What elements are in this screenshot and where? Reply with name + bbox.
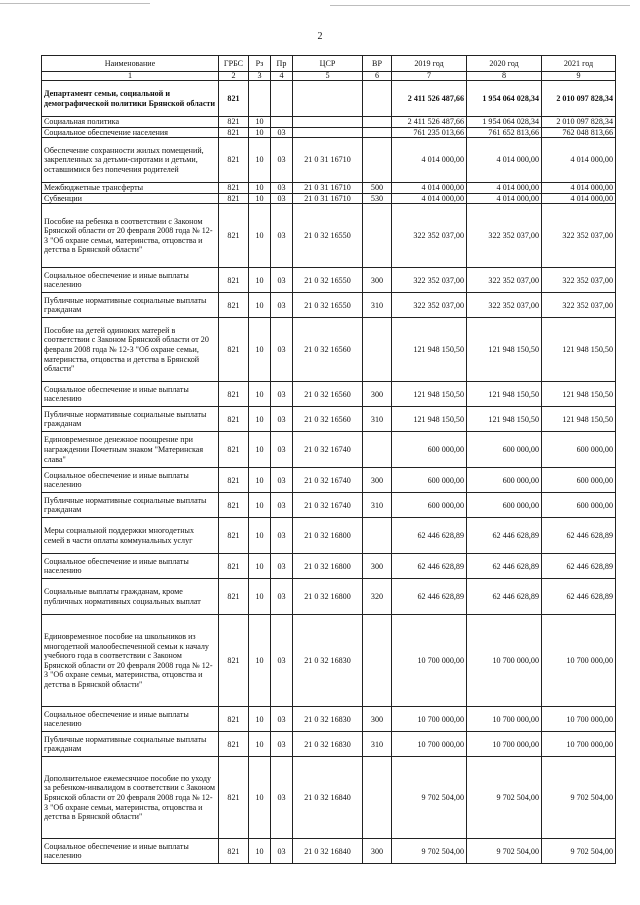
row-grbs: 821 — [219, 193, 249, 204]
row-amount-2019: 10 700 000,00 — [392, 615, 467, 707]
row-pr: 03 — [271, 468, 293, 493]
row-csr: 21 0 32 16550 — [293, 293, 363, 318]
row-grbs: 821 — [219, 468, 249, 493]
row-amount-2021: 600 000,00 — [542, 493, 616, 518]
row-amount-2021: 10 700 000,00 — [542, 615, 616, 707]
row-vr: 300 — [363, 382, 392, 407]
row-rz: 10 — [249, 268, 271, 293]
column-number: 6 — [363, 72, 392, 81]
row-grbs: 821 — [219, 579, 249, 615]
row-vr — [363, 81, 392, 117]
row-vr: 310 — [363, 732, 392, 757]
row-rz: 10 — [249, 382, 271, 407]
row-amount-2021: 9 702 504,00 — [542, 839, 616, 864]
row-vr — [363, 432, 392, 468]
row-grbs: 821 — [219, 382, 249, 407]
row-csr: 21 0 32 16740 — [293, 432, 363, 468]
row-pr: 03 — [271, 127, 293, 138]
row-amount-2021: 2 010 097 828,34 — [542, 81, 616, 117]
row-amount-2021: 4 014 000,00 — [542, 193, 616, 204]
row-amount-2020: 9 702 504,00 — [467, 839, 542, 864]
row-grbs: 821 — [219, 518, 249, 554]
row-vr: 530 — [363, 193, 392, 204]
table-row — [42, 732, 616, 757]
row-grbs: 821 — [219, 432, 249, 468]
row-amount-2021: 9 702 504,00 — [542, 757, 616, 839]
row-amount-2020: 600 000,00 — [467, 493, 542, 518]
row-rz — [249, 81, 271, 117]
row-rz: 10 — [249, 839, 271, 864]
row-pr: 03 — [271, 615, 293, 707]
row-amount-2020: 10 700 000,00 — [467, 732, 542, 757]
row-name: Дополнительное ежемесячное пособие по уходу за ребенком-инвалидом в соответствии с Законом Брянской области от 20 февраля 2008 года № 12-З "Об охране семьи, материнства, отцовства и детства в Брянской области" — [42, 757, 219, 839]
row-name: Пособие на детей одиноких матерей в соответствии с Законом Брянской области от 20 февраля 2008 года № 12-З "Об охране семьи, материнства, отцовства и детства в Брянской области" — [42, 318, 219, 382]
row-vr — [363, 204, 392, 268]
column-number: 9 — [542, 72, 616, 81]
row-rz: 10 — [249, 554, 271, 579]
table-row — [42, 382, 616, 407]
row-pr: 03 — [271, 318, 293, 382]
table-row — [42, 183, 616, 194]
table-row — [42, 468, 616, 493]
column-number: 4 — [271, 72, 293, 81]
row-csr: 21 0 32 16560 — [293, 382, 363, 407]
row-vr: 300 — [363, 268, 392, 293]
header-pr: Пр — [271, 56, 293, 72]
row-csr: 21 0 31 16710 — [293, 193, 363, 204]
row-pr — [271, 117, 293, 128]
row-rz: 10 — [249, 193, 271, 204]
row-amount-2021: 2 010 097 828,34 — [542, 117, 616, 128]
row-rz: 10 — [249, 183, 271, 194]
row-pr: 03 — [271, 432, 293, 468]
row-amount-2020: 761 652 813,66 — [467, 127, 542, 138]
row-csr: 21 0 31 16710 — [293, 183, 363, 194]
row-amount-2021: 121 948 150,50 — [542, 382, 616, 407]
row-pr: 03 — [271, 518, 293, 554]
column-number: 3 — [249, 72, 271, 81]
row-pr: 03 — [271, 757, 293, 839]
row-amount-2019: 2 411 526 487,66 — [392, 117, 467, 128]
table-header-row — [42, 56, 616, 72]
row-name: Социальное обеспечение и иные выплаты населению — [42, 554, 219, 579]
row-csr: 21 0 32 16560 — [293, 407, 363, 432]
row-amount-2020: 4 014 000,00 — [467, 138, 542, 183]
table-row — [42, 615, 616, 707]
row-vr — [363, 127, 392, 138]
row-amount-2021: 62 446 628,89 — [542, 554, 616, 579]
row-rz: 10 — [249, 293, 271, 318]
row-grbs: 821 — [219, 732, 249, 757]
column-number-row — [42, 72, 616, 81]
row-amount-2020: 322 352 037,00 — [467, 268, 542, 293]
header-rz: Рз — [249, 56, 271, 72]
row-name: Публичные нормативные социальные выплаты гражданам — [42, 293, 219, 318]
row-amount-2020: 322 352 037,00 — [467, 293, 542, 318]
table-row — [42, 127, 616, 138]
table-row — [42, 193, 616, 204]
row-csr: 21 0 31 16710 — [293, 138, 363, 183]
table-row — [42, 318, 616, 382]
row-rz: 10 — [249, 318, 271, 382]
row-amount-2019: 600 000,00 — [392, 432, 467, 468]
row-amount-2019: 2 411 526 487,66 — [392, 81, 467, 117]
row-name: Публичные нормативные социальные выплаты гражданам — [42, 732, 219, 757]
row-amount-2020: 10 700 000,00 — [467, 615, 542, 707]
row-csr — [293, 117, 363, 128]
row-csr: 21 0 32 16830 — [293, 707, 363, 732]
row-amount-2021: 10 700 000,00 — [542, 707, 616, 732]
row-amount-2019: 322 352 037,00 — [392, 268, 467, 293]
table-row — [42, 579, 616, 615]
row-grbs: 821 — [219, 268, 249, 293]
row-csr: 21 0 32 16740 — [293, 493, 363, 518]
row-rz: 10 — [249, 615, 271, 707]
row-name: Публичные нормативные социальные выплаты гражданам — [42, 493, 219, 518]
row-name: Социальное обеспечение и иные выплаты населению — [42, 707, 219, 732]
row-grbs: 821 — [219, 293, 249, 318]
row-amount-2019: 322 352 037,00 — [392, 293, 467, 318]
row-name: Пособие на ребенка в соответствии с Законом Брянской области от 20 февраля 2008 года № 12-З "Об охране семьи, материнства, отцовства и детства в Брянской области" — [42, 204, 219, 268]
row-vr: 310 — [363, 493, 392, 518]
row-name: Единовременное денежное поощрение при награждении Почетным знаком "Материнская слава" — [42, 432, 219, 468]
row-name: Межбюджетные трансферты — [42, 183, 219, 194]
row-amount-2020: 10 700 000,00 — [467, 707, 542, 732]
row-amount-2019: 4 014 000,00 — [392, 138, 467, 183]
scan-artifact-line — [0, 3, 150, 4]
header-2020: 2020 год — [467, 56, 542, 72]
row-rz: 10 — [249, 493, 271, 518]
row-vr — [363, 615, 392, 707]
row-amount-2020: 4 014 000,00 — [467, 193, 542, 204]
row-amount-2019: 10 700 000,00 — [392, 732, 467, 757]
row-amount-2020: 121 948 150,50 — [467, 318, 542, 382]
row-csr — [293, 127, 363, 138]
row-amount-2020: 1 954 064 028,34 — [467, 117, 542, 128]
row-rz: 10 — [249, 407, 271, 432]
row-csr: 21 0 32 16830 — [293, 732, 363, 757]
row-amount-2019: 62 446 628,89 — [392, 554, 467, 579]
row-pr: 03 — [271, 493, 293, 518]
row-name: Социальные выплаты гражданам, кроме публичных нормативных социальных выплат — [42, 579, 219, 615]
row-csr: 21 0 32 16840 — [293, 839, 363, 864]
row-amount-2019: 600 000,00 — [392, 493, 467, 518]
row-csr: 21 0 32 16560 — [293, 318, 363, 382]
row-csr: 21 0 32 16550 — [293, 204, 363, 268]
row-name: Социальное обеспечение и иные выплаты населению — [42, 468, 219, 493]
row-amount-2019: 761 235 013,66 — [392, 127, 467, 138]
row-amount-2019: 121 948 150,50 — [392, 407, 467, 432]
row-name: Социальное обеспечение населения — [42, 127, 219, 138]
table-row — [42, 293, 616, 318]
table-row — [42, 81, 616, 117]
row-pr: 03 — [271, 554, 293, 579]
row-grbs: 821 — [219, 554, 249, 579]
row-amount-2021: 10 700 000,00 — [542, 732, 616, 757]
row-amount-2020: 600 000,00 — [467, 432, 542, 468]
row-rz: 10 — [249, 707, 271, 732]
row-grbs: 821 — [219, 707, 249, 732]
row-amount-2019: 62 446 628,89 — [392, 518, 467, 554]
row-grbs: 821 — [219, 81, 249, 117]
row-csr: 21 0 32 16800 — [293, 518, 363, 554]
row-pr: 03 — [271, 204, 293, 268]
row-name: Публичные нормативные социальные выплаты гражданам — [42, 407, 219, 432]
row-grbs: 821 — [219, 615, 249, 707]
row-vr: 300 — [363, 468, 392, 493]
table-row — [42, 707, 616, 732]
column-number: 2 — [219, 72, 249, 81]
header-csr: ЦСР — [293, 56, 363, 72]
row-vr: 300 — [363, 554, 392, 579]
table-row — [42, 138, 616, 183]
row-rz: 10 — [249, 432, 271, 468]
row-grbs: 821 — [219, 204, 249, 268]
header-name: Наименование — [42, 56, 219, 72]
row-amount-2019: 121 948 150,50 — [392, 318, 467, 382]
row-vr — [363, 138, 392, 183]
row-vr: 320 — [363, 579, 392, 615]
row-amount-2021: 121 948 150,50 — [542, 407, 616, 432]
row-rz: 10 — [249, 732, 271, 757]
row-rz: 10 — [249, 117, 271, 128]
row-csr: 21 0 32 16550 — [293, 268, 363, 293]
row-vr: 300 — [363, 707, 392, 732]
header-2021: 2021 год — [542, 56, 616, 72]
row-pr: 03 — [271, 193, 293, 204]
row-grbs: 821 — [219, 318, 249, 382]
row-amount-2020: 121 948 150,50 — [467, 382, 542, 407]
row-grbs: 821 — [219, 127, 249, 138]
row-amount-2019: 62 446 628,89 — [392, 579, 467, 615]
row-name: Департамент семьи, социальной и демографической политики Брянской области — [42, 81, 219, 117]
header-grbs: ГРБС — [219, 56, 249, 72]
row-amount-2021: 600 000,00 — [542, 432, 616, 468]
row-grbs: 821 — [219, 757, 249, 839]
row-vr: 500 — [363, 183, 392, 194]
row-amount-2019: 4 014 000,00 — [392, 193, 467, 204]
row-grbs: 821 — [219, 183, 249, 194]
column-number: 8 — [467, 72, 542, 81]
row-csr: 21 0 32 16800 — [293, 554, 363, 579]
row-amount-2020: 9 702 504,00 — [467, 757, 542, 839]
row-pr: 03 — [271, 732, 293, 757]
row-csr — [293, 81, 363, 117]
row-amount-2021: 121 948 150,50 — [542, 318, 616, 382]
row-rz: 10 — [249, 468, 271, 493]
row-csr: 21 0 32 16840 — [293, 757, 363, 839]
row-amount-2020: 322 352 037,00 — [467, 204, 542, 268]
row-amount-2021: 762 048 813,66 — [542, 127, 616, 138]
row-csr: 21 0 32 16800 — [293, 579, 363, 615]
row-pr: 03 — [271, 707, 293, 732]
row-grbs: 821 — [219, 138, 249, 183]
row-vr — [363, 518, 392, 554]
row-rz: 10 — [249, 518, 271, 554]
row-amount-2021: 322 352 037,00 — [542, 293, 616, 318]
column-number: 1 — [42, 72, 219, 81]
row-amount-2021: 322 352 037,00 — [542, 204, 616, 268]
row-amount-2019: 600 000,00 — [392, 468, 467, 493]
row-vr: 310 — [363, 407, 392, 432]
row-grbs: 821 — [219, 117, 249, 128]
table-row — [42, 493, 616, 518]
row-amount-2020: 62 446 628,89 — [467, 579, 542, 615]
row-name: Субвенции — [42, 193, 219, 204]
row-amount-2019: 9 702 504,00 — [392, 757, 467, 839]
row-rz: 10 — [249, 579, 271, 615]
table-row — [42, 432, 616, 468]
row-vr — [363, 117, 392, 128]
row-vr — [363, 757, 392, 839]
header-vr: ВР — [363, 56, 392, 72]
row-amount-2019: 10 700 000,00 — [392, 707, 467, 732]
row-pr: 03 — [271, 183, 293, 194]
table-row — [42, 407, 616, 432]
row-amount-2021: 62 446 628,89 — [542, 518, 616, 554]
column-number: 7 — [392, 72, 467, 81]
row-amount-2020: 62 446 628,89 — [467, 518, 542, 554]
row-name: Меры социальной поддержки многодетных семей в части оплаты коммунальных услуг — [42, 518, 219, 554]
row-pr — [271, 81, 293, 117]
row-amount-2019: 4 014 000,00 — [392, 183, 467, 194]
row-name: Социальное обеспечение и иные выплаты населению — [42, 268, 219, 293]
header-2019: 2019 год — [392, 56, 467, 72]
table-row — [42, 839, 616, 864]
row-rz: 10 — [249, 757, 271, 839]
row-vr: 300 — [363, 839, 392, 864]
column-number: 5 — [293, 72, 363, 81]
row-csr: 21 0 32 16830 — [293, 615, 363, 707]
row-amount-2021: 62 446 628,89 — [542, 579, 616, 615]
row-amount-2019: 9 702 504,00 — [392, 839, 467, 864]
table-row — [42, 554, 616, 579]
row-amount-2021: 322 352 037,00 — [542, 268, 616, 293]
row-name: Социальное обеспечение и иные выплаты населению — [42, 839, 219, 864]
page-number: 2 — [317, 31, 323, 42]
row-amount-2019: 121 948 150,50 — [392, 382, 467, 407]
row-pr: 03 — [271, 382, 293, 407]
row-amount-2020: 121 948 150,50 — [467, 407, 542, 432]
row-amount-2021: 4 014 000,00 — [542, 138, 616, 183]
row-name: Единовременное пособие на школьников из многодетной малообеспеченной семьи к началу учебного года в соответствии с Законом Брянской области от 20 февраля 2008 года № 12-З "Об охране семьи, материнства, отцовства и детства в Брянской области" — [42, 615, 219, 707]
row-amount-2020: 4 014 000,00 — [467, 183, 542, 194]
row-amount-2020: 62 446 628,89 — [467, 554, 542, 579]
row-grbs: 821 — [219, 493, 249, 518]
row-csr: 21 0 32 16740 — [293, 468, 363, 493]
row-rz: 10 — [249, 204, 271, 268]
table-row — [42, 268, 616, 293]
row-rz: 10 — [249, 127, 271, 138]
row-grbs: 821 — [219, 407, 249, 432]
row-name: Социальная политика — [42, 117, 219, 128]
row-vr: 310 — [363, 293, 392, 318]
row-pr: 03 — [271, 268, 293, 293]
row-pr: 03 — [271, 407, 293, 432]
row-pr: 03 — [271, 293, 293, 318]
row-amount-2020: 1 954 064 028,34 — [467, 81, 542, 117]
row-amount-2019: 322 352 037,00 — [392, 204, 467, 268]
table-row — [42, 518, 616, 554]
row-vr — [363, 318, 392, 382]
row-pr: 03 — [271, 138, 293, 183]
row-name: Социальное обеспечение и иные выплаты населению — [42, 382, 219, 407]
table-row — [42, 204, 616, 268]
table-row — [42, 117, 616, 128]
budget-table — [41, 55, 616, 864]
row-amount-2020: 600 000,00 — [467, 468, 542, 493]
row-amount-2021: 4 014 000,00 — [542, 183, 616, 194]
row-pr: 03 — [271, 579, 293, 615]
table-row — [42, 757, 616, 839]
row-name: Обеспечение сохранности жилых помещений, закрепленных за детьми-сиротами и детьми, оставшимися без попечения родителей — [42, 138, 219, 183]
row-amount-2021: 600 000,00 — [542, 468, 616, 493]
row-rz: 10 — [249, 138, 271, 183]
scan-artifact-line — [330, 5, 630, 6]
row-pr: 03 — [271, 839, 293, 864]
row-grbs: 821 — [219, 839, 249, 864]
